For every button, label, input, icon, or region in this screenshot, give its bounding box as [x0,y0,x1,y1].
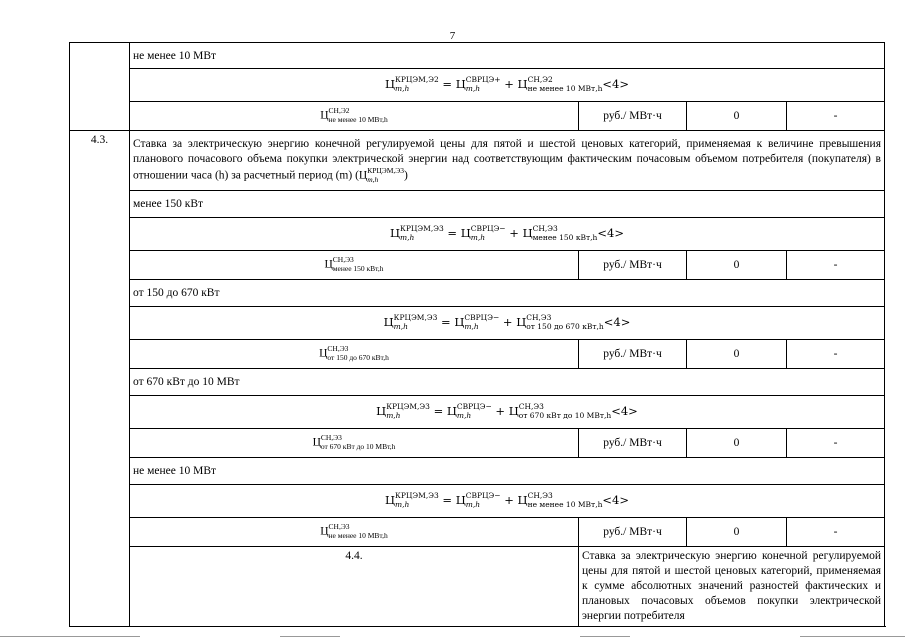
group-label: не менее 10 МВт [130,458,885,485]
dash-cell: - [787,251,885,280]
dash-cell: - [787,102,885,131]
table-row [70,280,885,307]
component-symbol: Ц СН,Э3 от 150 до 670 кВт,h [130,340,579,369]
value-cell: 0 [687,251,787,280]
section-number: 4.3. [70,131,130,627]
formula: Ц КРЦЭМ,Э2 m,h = Ц СВРЦЭ+ m,h + Ц СН,Э2 не менее 10 МВт,h <4> [130,69,885,102]
scan-edge-marks [0,636,905,638]
formula: Ц КРЦЭМ,Э3 m,h = Ц СВРЦЭ− m,h + Ц СН,Э3 от 670 кВт до 10 МВт,h <4> [130,396,885,429]
group-label: от 150 до 670 кВт [130,280,885,307]
unit-cell: руб./ МВт·ч [579,340,687,369]
table-row [70,340,885,369]
value-cell: 0 [687,518,787,547]
group-label: менее 150 кВт [130,191,885,218]
value-cell: 0 [687,102,787,131]
value-cell: 0 [687,340,787,369]
tariff-table [69,42,885,627]
formula-row [70,69,885,102]
section-description: Ставка за электрическую энергию конечной регулируемой цены для пятой и шестой ценовых категорий, применяемая к величине превышения планового почасового объема покупки электрической энергии над соответствующим фактическим почасовым объемом потребителя (покупателя) в отношении часа (h) за расчетный период (m) (Ц КРЦЭМ,Э3 m,h ) [130,131,885,191]
formula: Ц КРЦЭМ,Э3 m,h = Ц СВРЦЭ− m,h + Ц СН,Э3 менее 150 кВт,h <4> [130,218,885,251]
group-label: не менее 10 МВт [130,43,885,69]
table-row [70,102,885,131]
table-row [70,191,885,218]
section-row-4-4 [70,547,885,627]
component-symbol: Ц СН,Э3 менее 150 кВт,h [130,251,579,280]
unit-cell: руб./ МВт·ч [579,251,687,280]
value-cell: 0 [687,429,787,458]
dash-cell: - [787,429,885,458]
number-cell [70,43,130,131]
component-symbol: Ц СН,Э2 не менее 10 МВт,h [130,102,579,131]
section-description: Ставка за электрическую энергию конечной регулируемой цены для пятой и шестой ценовых категорий, применяемая к сумме абсолютных значений разностей фактических и плановых почасовых объемов покупки электрической энергии потребителя [579,547,885,627]
table-row [70,369,885,396]
table-row [70,43,885,69]
dash-cell: - [787,518,885,547]
unit-cell: руб./ МВт·ч [579,429,687,458]
section-number: 4.4. [130,547,579,627]
component-symbol: Ц СН,Э3 не менее 10 МВт,h [130,518,579,547]
table-row [70,429,885,458]
table-row [70,458,885,485]
formula-row [70,307,885,340]
formula: Ц КРЦЭМ,Э3 m,h = Ц СВРЦЭ− m,h + Ц СН,Э3 от 150 до 670 кВт,h <4> [130,307,885,340]
table-row [70,518,885,547]
component-symbol: Ц СН,Э3 от 670 кВт до 10 МВт,h [130,429,579,458]
formula-row [70,485,885,518]
group-label: от 670 кВт до 10 МВт [130,369,885,396]
page-number: 7 [449,30,456,42]
formula-row [70,218,885,251]
dash-cell: - [787,340,885,369]
table-row [70,251,885,280]
unit-cell: руб./ МВт·ч [579,518,687,547]
section-row-4-3 [70,131,885,191]
formula-row [70,396,885,429]
formula: Ц КРЦЭМ,Э3 m,h = Ц СВРЦЭ− m,h + Ц СН,Э3 не менее 10 МВт,h <4> [130,485,885,518]
unit-cell: руб./ МВт·ч [579,102,687,131]
